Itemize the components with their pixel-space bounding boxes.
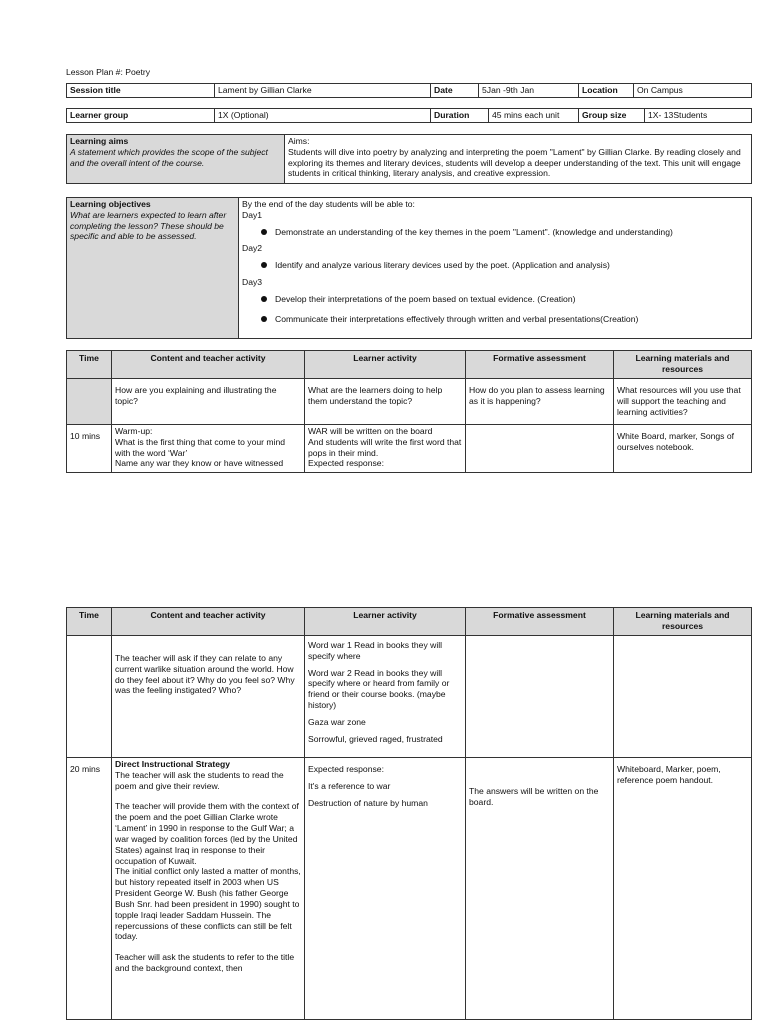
learning-objectives-label: Learning objectives [70, 199, 151, 209]
discussion-content: The teacher will ask if they can relate to any current warlike situation around the world. How do they feel about it? Why do you feel so? Why was the feeling instigated? Who? [112, 636, 305, 758]
column-header-content: Content and teacher activity [112, 351, 305, 379]
date-label: Date [431, 84, 479, 98]
guide-content: How are you explaining and illustrating the topic? [112, 379, 305, 425]
learning-objectives-table [66, 197, 752, 339]
activity-table-2 [66, 607, 752, 1020]
date-value: 5Jan -9th Jan [479, 84, 579, 98]
guide-materials: What resources will you use that will support the teaching and learning activities? [614, 379, 752, 425]
table-row [67, 379, 752, 425]
learning-objectives-description: What are learners expected to learn after completing the lesson? These should be specific and able to be assessed. [70, 209, 227, 242]
table-row [67, 636, 752, 758]
learner-response: Sorrowful, grieved raged, frustrated [308, 733, 443, 744]
table-row [67, 758, 752, 1020]
aims-heading: Aims: [288, 136, 310, 146]
column-header-materials: Learning materials and resources [614, 351, 752, 379]
row-time: 20 mins [67, 758, 112, 1020]
strategy-heading: Direct Instructional Strategy [115, 759, 231, 769]
learner-line: WAR will be written on the board [308, 426, 433, 436]
learner-response: It's a reference to war [308, 780, 391, 791]
guide-learner: What are the learners doing to help them understand the topic? [305, 379, 466, 425]
strategy-paragraph: Teacher will ask the students to refer to the title and the background context, then [115, 952, 295, 974]
column-header-content: Content and teacher activity [112, 608, 305, 636]
session-title-label: Session title [67, 84, 215, 98]
warmup-line: What is the first thing that come to your mind with the word ‘War’ [115, 436, 286, 458]
duration-label: Duration [431, 109, 489, 123]
row-time: 10 mins [67, 425, 112, 473]
column-header-learner: Learner activity [305, 351, 466, 379]
column-header-materials: Learning materials and resources [614, 608, 752, 636]
day3-objective-1: Develop their interpretations of the poem based on textual evidence. (Creation) [242, 294, 748, 305]
learner-response: Destruction of nature by human [308, 797, 428, 808]
strategy-paragraph: The teacher will provide them with the context of the poem and the poet Gillian Clarke wrote ‘Lament’ in 1990 in response to the Gulf War; a war waged by coalition forces (led by the United States) against Iraq in response to their occupation of Kuwait. [115, 801, 299, 866]
guide-formative: How do you plan to assess learning as it is happening? [466, 379, 614, 425]
learner-response: Word war 1 Read in books they will specify where [308, 640, 443, 661]
duration-value: 45 mins each unit [489, 109, 579, 123]
day3-objective-2: Communicate their interpretations effectively through written and verbal presentations(Creation) [242, 314, 748, 325]
strategy-paragraph: The teacher will ask the students to read the poem and give their review. [115, 769, 284, 791]
learner-response: Gaza war zone [308, 716, 366, 727]
column-header-formative: Formative assessment [466, 351, 614, 379]
learner-response: Word war 2 Read in books they will specify where or heard from family or friend or their course books. (maybe history) [308, 667, 450, 711]
column-header-time: Time [67, 351, 112, 379]
learning-aims-table [66, 134, 752, 184]
materials-cell: Whiteboard, Marker, poem, reference poem handout. [614, 758, 752, 1020]
formative-cell: The answers will be written on the board. [466, 758, 614, 1020]
table-row [67, 425, 752, 473]
materials-cell: White Board, marker, Songs of ourselves notebook. [614, 425, 752, 473]
learner-group-label: Learner group [67, 109, 215, 123]
learning-aims-label: Learning aims [70, 136, 129, 146]
learner-response: Expected response: [308, 764, 384, 774]
column-header-formative: Formative assessment [466, 608, 614, 636]
warmup-line: Warm-up: [115, 426, 153, 436]
strategy-paragraph: The initial conflict only lasted a matter of months, but history repeated itself in 2003 when US President George W. Bush (his father George Bush Snr. had been president in 1990) sought to topple Iraqi leader Saddam Hussein. The repercussions of these conflicts can still be felt today. [115, 866, 301, 942]
activity-table-1 [66, 350, 752, 473]
objectives-intro: By the end of the day students will be able to: [242, 199, 415, 209]
warmup-line: Name any war they know or have witnessed [115, 458, 284, 469]
group-info-table [66, 108, 752, 123]
column-header-learner: Learner activity [305, 608, 466, 636]
group-size-label: Group size [579, 109, 645, 123]
learner-line: And students will write the first word that pops in their mind. [308, 436, 462, 458]
day3-label: Day3 [242, 277, 263, 288]
location-label: Location [579, 84, 634, 98]
learner-line: Expected response: [308, 458, 384, 469]
session-title-value: Lament by Gillian Clarke [215, 84, 431, 98]
day1-objective: Demonstrate an understanding of the key themes in the poem "Lament". (knowledge and understanding) [242, 227, 748, 238]
aims-text: Students will dive into poetry by analyzing and interpreting the poem "Lament" by Gillian Clarke. By reading closely and exploring its themes and literary devices, students will develop a deeper understanding of the text. This unit will engage students in critical thinking, literary analysis, and creative expression. [288, 146, 741, 179]
day2-label: Day2 [242, 243, 263, 254]
day2-objective: Identify and analyze various literary devices used by the poet. (Application and analysis) [242, 260, 748, 271]
learner-group-value: 1X (Optional) [215, 109, 431, 123]
location-value: On Campus [634, 84, 752, 98]
column-header-time: Time [67, 608, 112, 636]
day1-label: Day1 [242, 209, 263, 220]
page-title: Lesson Plan #: Poetry [66, 67, 151, 77]
group-size-value: 1X- 13Students [645, 109, 752, 123]
learning-aims-description: A statement which provides the scope of the subject and the overall intent of the course. [70, 146, 268, 168]
session-info-table [66, 83, 752, 98]
